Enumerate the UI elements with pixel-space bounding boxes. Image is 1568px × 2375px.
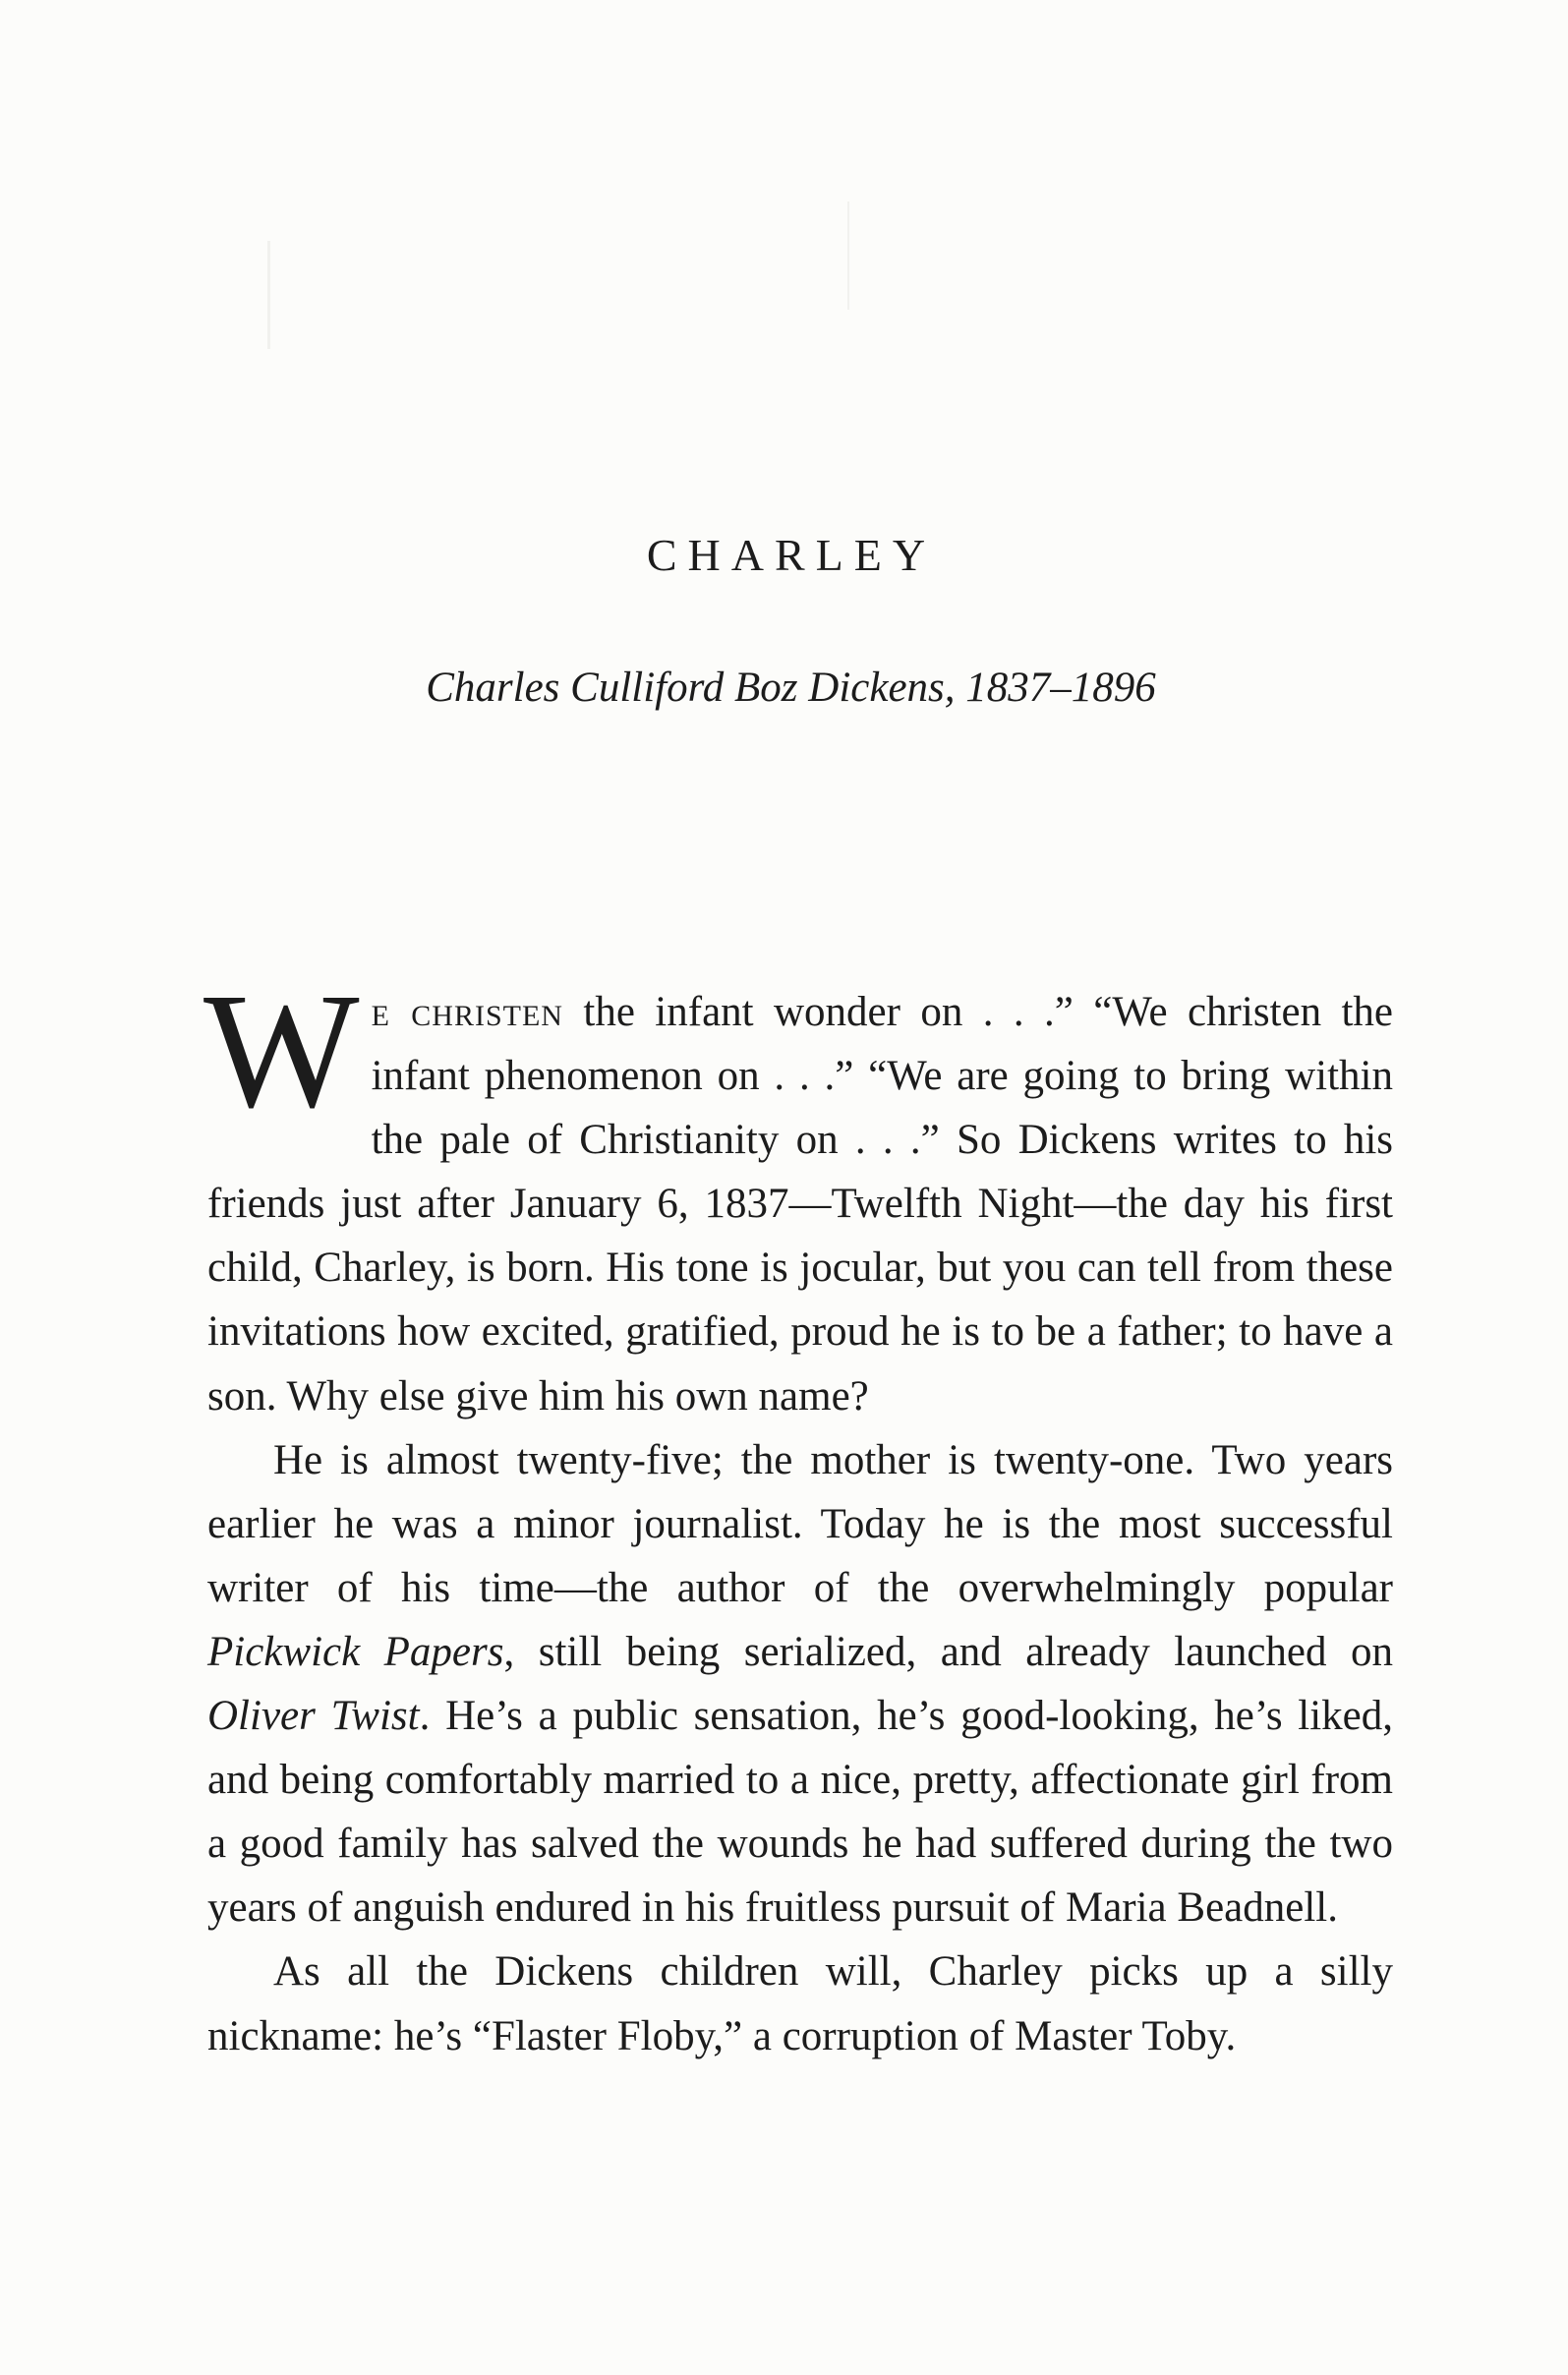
chapter-title: CHARLEY (646, 530, 937, 580)
opening-smallcaps: e christen (371, 989, 563, 1035)
paragraph-1-text: the infant wonder on . . .” “We christen the infant phenomenon on . . .” “We are going to bring within the pale of Christianity on . . .” So Dickens writes to his friends just after January 6, 1837—Twelfth Night—the day his first child, Charley, is born. His tone is jocular, but you can tell from these invitations how excited, gratified, proud he is to be a father; to have a son. Why else give him his own name? (207, 989, 1394, 1419)
paragraph-3 (207, 1940, 1393, 2067)
paragraph-2-text-a: He is almost twenty-five; the mother is twenty-one. Two years earlier he was a minor journalist. Today he is the most successful writer of his time—the author of the overwhelmingly popular (207, 1436, 1393, 1611)
paper-crease (267, 241, 270, 349)
paragraph-2-text-b: , still being serialized, and already launched on (503, 1628, 1393, 1675)
body-text (203, 959, 1394, 2068)
paragraph-2-text-c: . He’s a public sensation, he’s good-looking, he’s liked, and being comfortably married to a nice, pretty, affectionate girl from a good family has salved the wounds he had suffered during the two years of anguish endured in his fruitless pursuit of Maria Beadnell. (207, 1693, 1393, 1932)
paragraph-3-text: As all the Dickens children will, Charley picks up a silly nickname: he’s “Flaster Floby,” a corruption of Master Toby. (207, 1948, 1393, 2059)
book-title-pickwick: Pickwick Papers (207, 1628, 504, 1675)
book-title-oliver-twist: Oliver Twist (207, 1693, 420, 1740)
drop-cap: W (203, 959, 360, 1142)
paragraph-1 (203, 959, 1394, 1428)
paper-crease (847, 202, 849, 310)
chapter-subtitle: Charles Culliford Boz Dickens, 1837–1896 (426, 665, 1156, 711)
paragraph-2 (207, 1428, 1393, 1941)
